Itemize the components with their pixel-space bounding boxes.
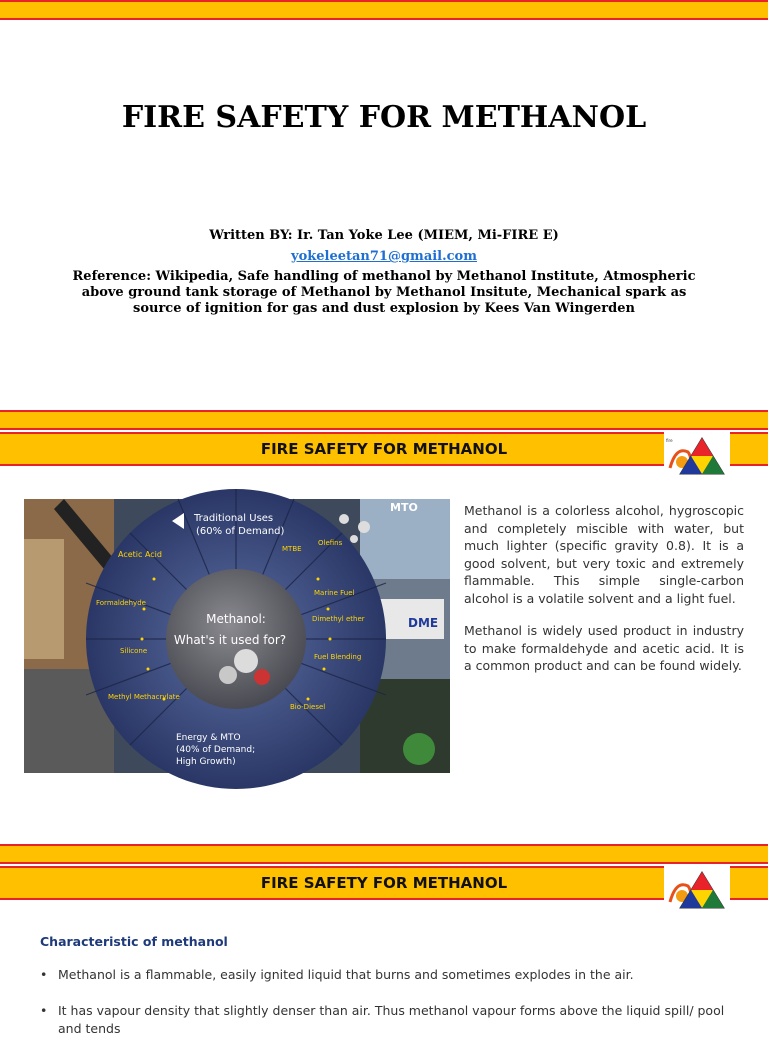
fire-triangle-logo-icon: [664, 866, 730, 914]
list-item: • Methanol is a flammable, easily ignited liquid that burns and sometimes explodes in the air.: [40, 966, 740, 984]
img-top-left-sub: (60% of Demand): [196, 526, 285, 537]
list-item: • It has vapour density that slightly denser than air. Thus methanol vapour forms above the liquid spill/ pool and tends: [40, 1002, 740, 1038]
img-top-left: Traditional Uses: [194, 513, 274, 524]
img-seg-biodiesel: Bio-Diesel: [290, 703, 326, 711]
slide2-top-band: [0, 410, 768, 430]
img-seg-fuel: Fuel Blending: [314, 653, 362, 661]
img-bottom-3: High Growth): [176, 757, 236, 767]
top-decor-band: [0, 0, 768, 20]
characteristic-list: [40, 966, 740, 1056]
img-bottom-1: Energy & MTO: [176, 733, 241, 743]
img-mto: MTO: [390, 501, 418, 514]
img-bottom-2: (40% of Demand;: [176, 745, 256, 755]
img-center-2: What's it used for?: [173, 633, 287, 647]
slide2-header: FIRE SAFETY FOR METHANOL: [260, 440, 508, 458]
slide2-header-bar: [0, 432, 768, 466]
img-seg-olefins: Olefins: [318, 539, 343, 547]
img-seg-dme: Dimethyl ether: [312, 615, 365, 623]
img-center-1: Methanol:: [206, 612, 266, 626]
methanol-uses-image: [24, 499, 450, 773]
slide-title: FIRE SAFETY FOR METHANOL: [121, 100, 647, 135]
fire-triangle-logo-icon: [664, 432, 730, 480]
img-seg-marine: Marine Fuel: [314, 589, 355, 597]
cover-credits: [60, 228, 708, 317]
img-seg-silicone: Silicone: [120, 647, 148, 655]
reference-text: Reference: Wikipedia, Safe handling of methanol by Methanol Institute, Atmospheric above ground tank storage of Methanol by Methanol Insitute, Mechanical spark as source of ignition for gas and dust explosion by Kees Van Wingerden: [72, 269, 696, 316]
characteristic-heading: Characteristic of methanol: [40, 934, 228, 949]
img-seg-acetic: Acetic Acid: [118, 550, 162, 559]
img-seg-formaldehyde: Formaldehyde: [96, 599, 146, 607]
methanol-uses-text: Methanol is widely used product in industry to make formaldehyde and acetic acid. It is a common product and can be found widely.: [464, 623, 744, 673]
slide3-top-band: [0, 844, 768, 864]
slide3-header: FIRE SAFETY FOR METHANOL: [260, 874, 508, 892]
author-line: Written BY: Ir. Tan Yoke Lee (MIEM, Mi-FIRE E): [209, 228, 559, 243]
img-dme: DME: [408, 616, 439, 630]
methanol-description: Methanol is a colorless alcohol, hygroscopic and completely miscible with water, but much lighter (specific gravity 0.8). It is a good solvent, but very toxic and extremely flammable. This simple single-carbon alcohol is a volatile solvent and a light fuel.: [464, 503, 744, 606]
svg-text:fire: fire: [666, 438, 673, 443]
slide3-header-bar: [0, 866, 768, 900]
email-link[interactable]: yokeleetan71@gmail.com: [291, 249, 477, 264]
img-seg-mtbe: MTBE: [282, 545, 302, 553]
img-seg-methacrylate: Methyl Methacrylate: [108, 693, 180, 701]
